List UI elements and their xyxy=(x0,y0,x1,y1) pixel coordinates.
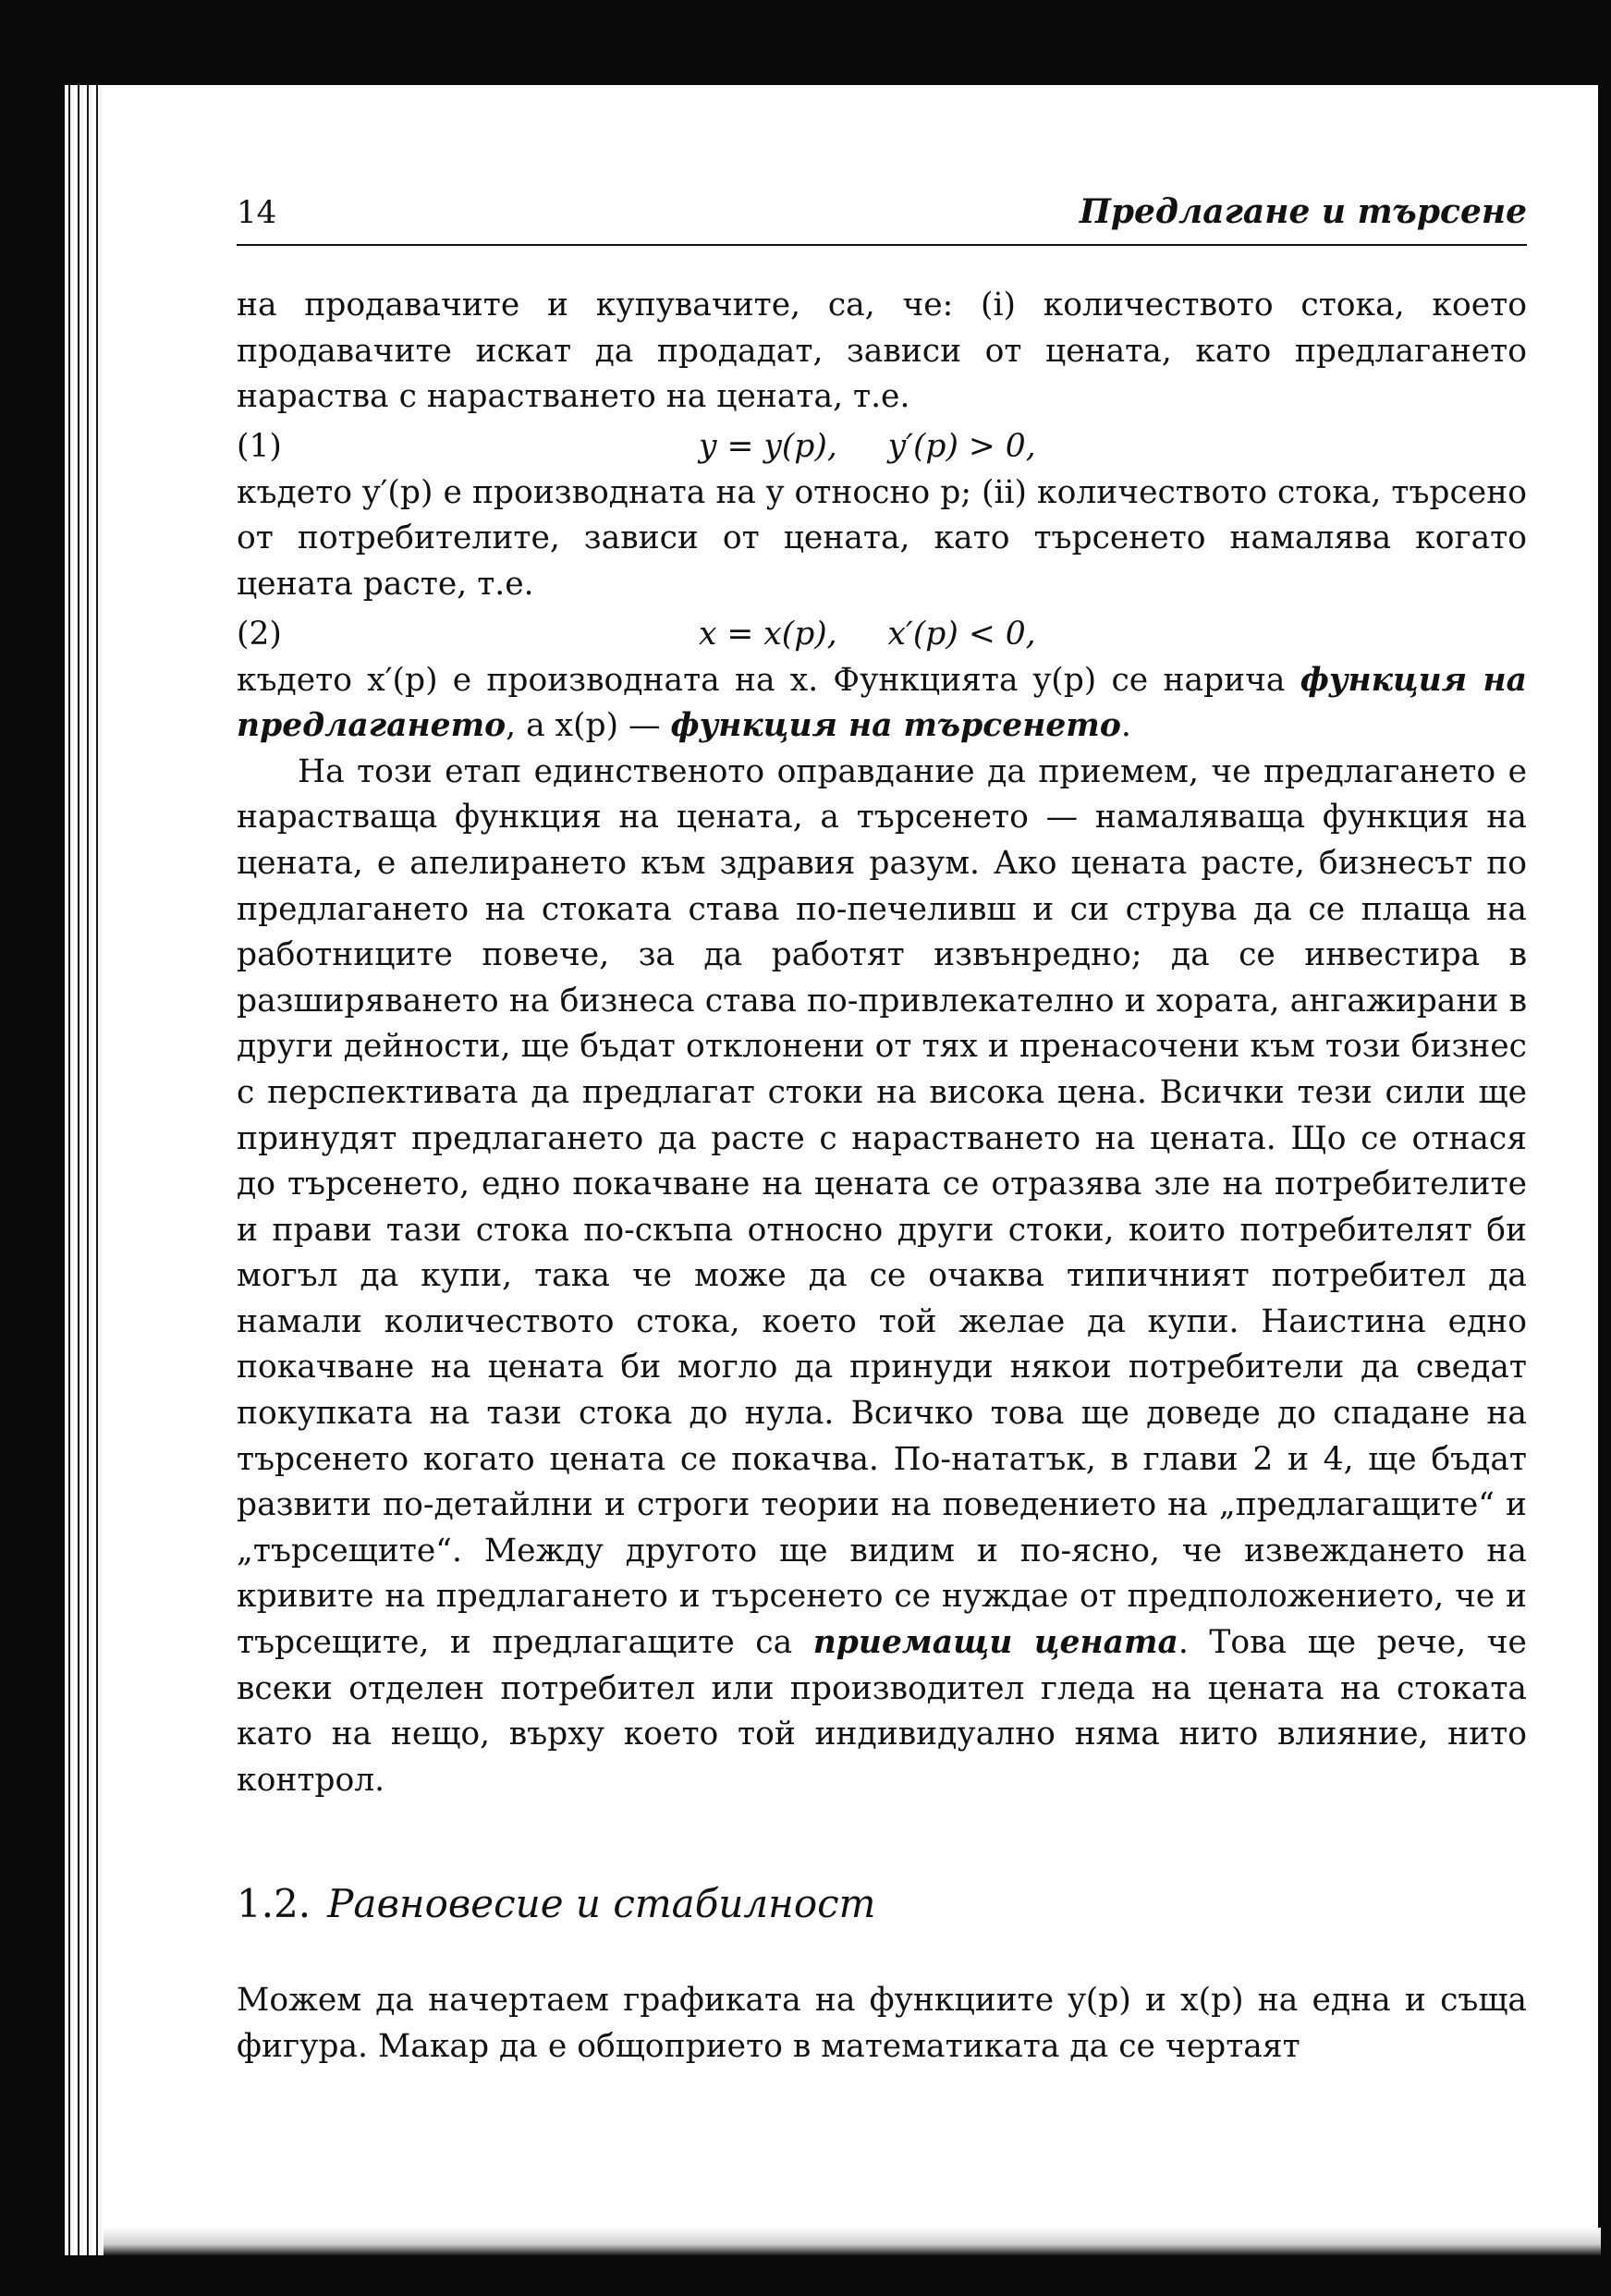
defined-term: функция на търсенето xyxy=(670,707,1121,745)
text-run: На този етап единственото оправдание да приемем, че предлагането е нарастваща функция на цената, а търсенето — намаляваща функция на цената, е апелирането към здравия разум. Ако цената расте, бизнесът по предлагането на стоката става по-печеливш и си струва да се плаща на работниците повече, за да работят извънредно; да се инвестира в разширяването на бизнеса става по-привлекателно и хората, ангажирани в други дейности, ще бъдат отклонени от тях и пренасочени към този бизнес с перспективата да предлагат стоки на висока цена. Всички тези сили ще принудят предлагането да расте с нарастването на цената. Що се отнася до търсенето, едно покачване на цената се отразява зле на потребителите и прави тази стока по-скъпа относно други стоки, които потребителят би могъл да купи, така че може да се очаква типичният потребител да намали количеството стока, което той желае да купи. Наистина едно покачване на цената би могло да принуди някои потребители да сведат покупката на тази стока до нула. Всичко това ще доведе до спадане на търсенето когато цената се покачва. По-нататък, в глави 2 и 4, ще бъдат развити по-детайлни и строги теории на поведението на „предлагащите“ и „търсещите“. Между другото ще видим и по-ясно, че извеждането на кривите на предлагането и търсенето се нуждае от предположението, че и търсещите, и предлагащите са xyxy=(237,752,1527,1662)
text-run: . Това ще рече, че всеки отделен потребител или производител гледа на цената на стоката като на нещо, върху което той индивидуално няма нито влияние, нито контрол. xyxy=(237,1624,1527,1799)
text-run: , а x(p) — xyxy=(506,707,671,745)
book-page xyxy=(237,185,1527,2070)
running-title: Предлагане и търсене xyxy=(1079,192,1527,231)
text-run: . xyxy=(1120,707,1131,745)
equation-2 xyxy=(237,608,1527,658)
defined-term: приемащи цената xyxy=(812,1624,1178,1662)
page-number: 14 xyxy=(237,194,277,231)
scan-border-right xyxy=(1598,0,1611,2296)
equation-body: x = x(p), x′(p) < 0, xyxy=(699,615,1036,653)
book-binding xyxy=(65,85,104,2255)
paragraph-3 xyxy=(237,658,1527,750)
body-text-2 xyxy=(237,1978,1527,2070)
running-head xyxy=(237,185,1527,246)
equation-1 xyxy=(237,421,1527,470)
scan-border-top xyxy=(0,0,1611,85)
section-title: Равновесие и стабилност xyxy=(327,1881,876,1927)
text-run: където x′(p) е производната на x. Функцията y(p) се нарича xyxy=(237,661,1300,699)
scan-border-bottom xyxy=(0,2255,1611,2296)
paragraph-4 xyxy=(237,750,1527,1804)
body-text xyxy=(237,283,1527,1803)
paragraph-1: на продавачите и купувачите, са, че: (i) количеството стока, което продавачите искат да продадат, зависи от цената, като предлагането нараства с нарастването на цената, т.е. xyxy=(237,287,1527,416)
page-bottom-shadow xyxy=(104,2228,1601,2255)
defined-term: функция на предлагането xyxy=(237,661,1527,745)
paragraph-5: Можем да начертаем графиката на функциите y(p) и x(p) на една и съща фигура. Макар да е общоприето в математиката да се чертаят xyxy=(237,1982,1527,2065)
section-heading xyxy=(237,1881,1527,1926)
equation-number: (2) xyxy=(237,615,282,653)
paragraph-2: където y′(p) е производната на y относно p; (ii) количеството стока, търсено от потребителите, зависи от цената, като търсенето намалява когато цената расте, т.е. xyxy=(237,473,1527,603)
section-number: 1.2. xyxy=(237,1881,311,1927)
equation-number: (1) xyxy=(237,427,282,465)
equation-body: y = y(p), y′(p) > 0, xyxy=(699,427,1036,465)
scan-border-left xyxy=(0,0,65,2296)
